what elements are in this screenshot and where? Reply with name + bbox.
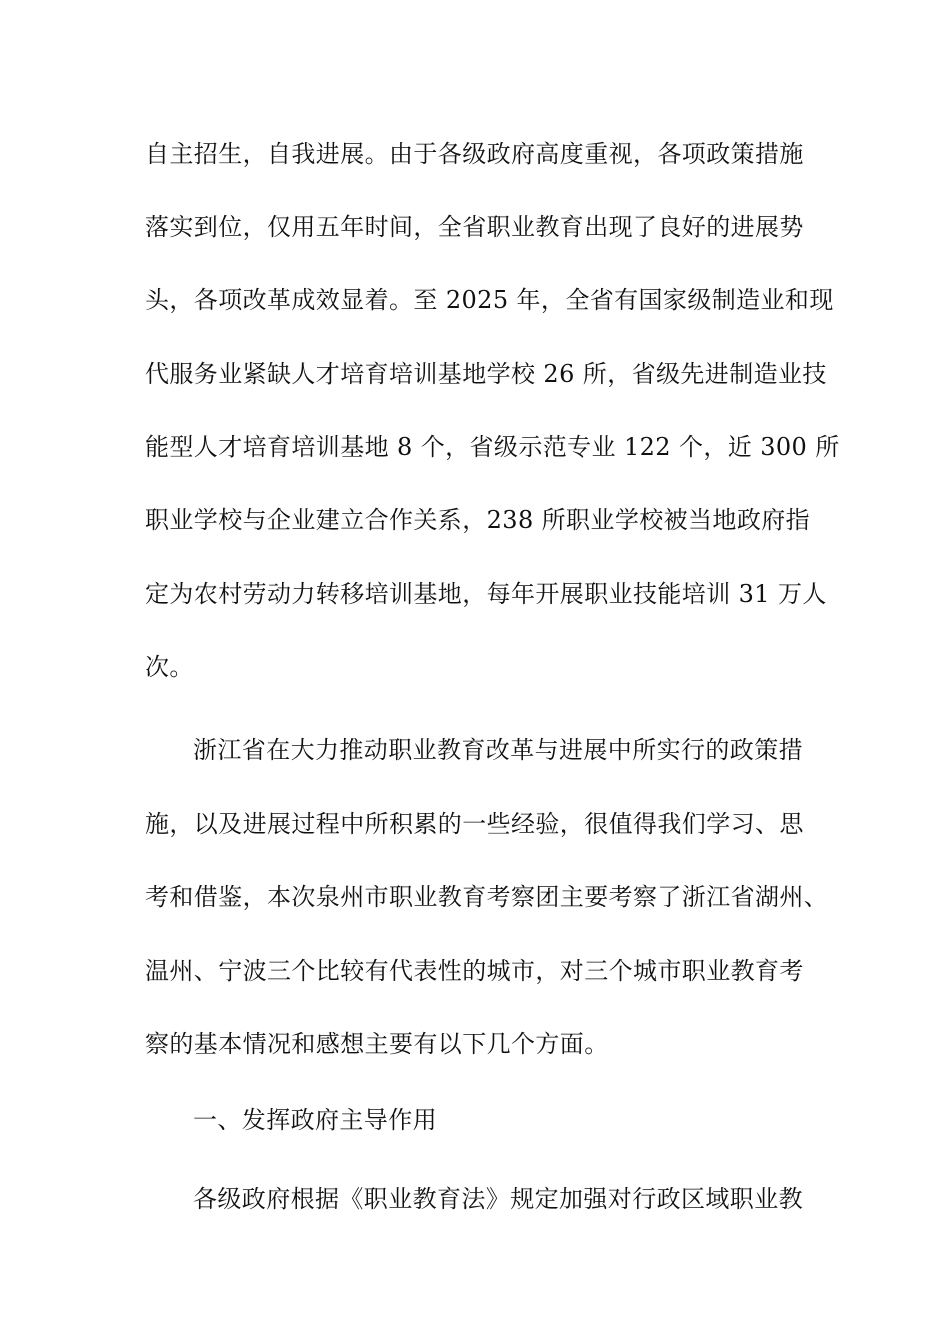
text-line: 职业学校与企业建立合作关系，238 所职业学校被当地政府指: [145, 506, 811, 534]
text-line: 考和借鉴，本次泉州市职业教育考察团主要考察了浙江省湖州、: [145, 883, 829, 911]
text-line: 头，各项改革成效显着。至 2025 年，全省有国家级制造业和现: [145, 286, 834, 314]
text-line: 次。: [145, 653, 194, 681]
text-line: 浙江省在大力推动职业教育改革与进展中所实行的政策措: [193, 736, 803, 764]
text-line: 代服务业紧缺人才培育培训基地学校 26 所，省级先进制造业技: [145, 360, 827, 388]
text-line: 施，以及进展过程中所积累的一些经验，很值得我们学习、思: [145, 810, 804, 838]
text-line: 能型人才培育培训基地 8 个，省级示范专业 122 个，近 300 所: [145, 433, 840, 461]
text-line: 各级政府根据《职业教育法》规定加强对行政区域职业教: [193, 1185, 803, 1213]
text-line: 定为农村劳动力转移培训基地，每年开展职业技能培训 31 万人: [145, 580, 827, 608]
text-line: 自主招生，自我进展。由于各级政府高度重视，各项政策措施: [145, 140, 804, 168]
text-line: 落实到位，仅用五年时间，全省职业教育出现了良好的进展势: [145, 213, 804, 241]
text-line: 察的基本情况和感想主要有以下几个方面。: [145, 1030, 609, 1058]
section-heading: 一、发挥政府主导作用: [193, 1106, 437, 1134]
text-line: 温州、宁波三个比较有代表性的城市，对三个城市职业教育考: [145, 957, 804, 985]
